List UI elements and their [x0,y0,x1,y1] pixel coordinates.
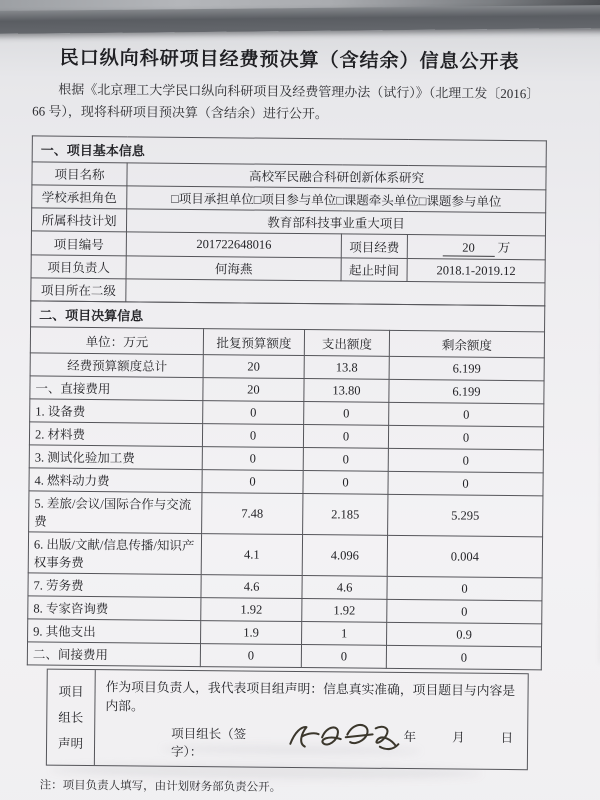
year-label: 年 [403,729,417,744]
remain-value: 0 [387,577,542,601]
settlement-table [27,301,545,671]
row-label: 3. 测试化验加工费 [29,445,202,470]
funding-label: 项目经费 [341,234,407,259]
row-label: 4. 燃料动力费 [29,468,202,493]
declaration-main [95,670,528,769]
paper-sheet [0,20,600,800]
spent-value: 0 [303,448,388,472]
remain-value: 6.199 [389,357,544,381]
row-label: 2. 材料费 [29,422,202,447]
page-title: 民口纵向科研项目经费预决算（含结余）信息公开表 [59,47,520,74]
period-value: 2018.1-2019.12 [407,259,545,283]
budget-value: 1.9 [201,621,302,645]
project-name-label: 项目名称 [32,162,127,186]
dept-label: 项目所在二级 [31,278,126,302]
row-label: 6. 出版/文献/信息传播/知识产权事务费 [28,532,201,575]
col-header-spent: 支出额度 [304,330,389,357]
section-1-title: 一、项目基本信息 [32,136,546,167]
row-label: 5. 差旅/会议/国际合作与交流费 [29,491,202,534]
remain-value: 0 [388,449,543,473]
budget-value: 4.6 [201,575,302,599]
budget-value: 0 [203,401,304,425]
row-label: 1. 设备费 [30,399,203,424]
program-value: 教育部科技事业重大项目 [126,209,545,236]
row-label: 经费预算额度总计 [30,353,203,378]
project-name-value: 高校军民融合科研创新体系研究 [127,163,546,190]
table-row [29,491,543,537]
spent-value: 2.185 [303,494,388,536]
sign-label: 项目组长（签字）： [170,726,247,759]
program-label: 所属科技计划 [31,208,126,232]
remain-value: 5.295 [388,495,543,537]
col-header-budget: 批复预算额度 [203,329,304,356]
spent-value: 1 [302,622,387,646]
budget-value: 1.92 [201,598,302,622]
budget-value: 0 [202,447,303,471]
side-label-line: 声明 [57,737,84,752]
signature-row [105,719,517,767]
budget-value: 0 [202,470,303,494]
budget-value: 0 [200,644,301,668]
spent-value: 0 [303,425,388,449]
date-labels [404,727,518,746]
row-label: 8. 专家咨询费 [28,596,201,621]
declaration-side-label [47,670,96,765]
spent-value: 4.096 [302,535,387,577]
footer-note: 注：项目负责人填写，由计划财务部负责公开。 [39,779,282,794]
table-row [27,642,541,670]
budget-value: 0 [202,424,303,448]
spent-value: 0 [301,645,386,669]
table-row [28,532,542,578]
spent-value: 13.8 [304,356,389,380]
funding-unit: 万 [497,241,511,256]
side-label-line: 组长 [58,711,84,726]
remain-value: 0 [389,403,544,427]
row-label: 一、直接费用 [30,376,203,401]
role-checkbox-options: □项目承担单位□项目参与单位□课题牵头单位□课题参与单位 [127,186,546,213]
basic-info-table [30,136,547,307]
period-label: 起止时间 [341,258,407,282]
section-2-title: 二、项目决算信息 [31,301,545,332]
remain-value: 0.004 [387,536,542,578]
budget-value: 7.48 [202,493,303,535]
spent-value: 4.6 [302,576,387,600]
spent-value: 0 [304,402,389,426]
budget-value: 20 [203,378,304,402]
remain-value: 0 [388,426,543,450]
leader-value: 何海燕 [126,256,341,281]
project-no-value: 201722648016 [126,232,341,258]
spent-value: 1.92 [302,599,387,623]
declaration-box [46,669,529,770]
day-label: 日 [500,730,514,745]
remain-value: 0 [388,472,543,496]
leader-label: 项目负责人 [31,255,126,279]
side-label-line: 项目 [58,685,84,700]
spent-value: 13.80 [304,379,389,403]
signature-handwriting [285,713,405,765]
row-label: 9. 其他支出 [28,619,201,644]
remain-value: 0 [387,600,542,624]
role-label: 学校承担角色 [32,185,127,209]
col-header-unit: 单位：万元 [30,327,203,355]
intro-paragraph: 根据《北京理工大学民口纵向科研项目及经费管理办法（试行）》（北理工发〔2016〕66 号），现将科研项目预决算（含结余）进行公开。 [32,81,540,122]
col-header-remain: 剩余额度 [389,331,544,358]
funding-amount: 20 [442,241,494,257]
project-no-label: 项目编号 [31,231,126,256]
remain-value: 6.199 [389,380,544,404]
spent-value: 0 [303,471,388,495]
row-label: 7. 劳务费 [28,573,201,598]
funding-value-cell [407,235,545,260]
month-label: 月 [452,730,465,745]
document-content [26,42,547,796]
remain-value: 0 [386,646,541,670]
budget-value: 4.1 [201,534,302,576]
budget-value: 20 [203,355,304,379]
declaration-statement: 作为项目负责人，我代表项目组声明：信息真实准确，项目题目与内容是内部。 [105,680,516,714]
remain-value: 0.9 [387,623,542,647]
row-label: 二、间接费用 [27,642,200,667]
